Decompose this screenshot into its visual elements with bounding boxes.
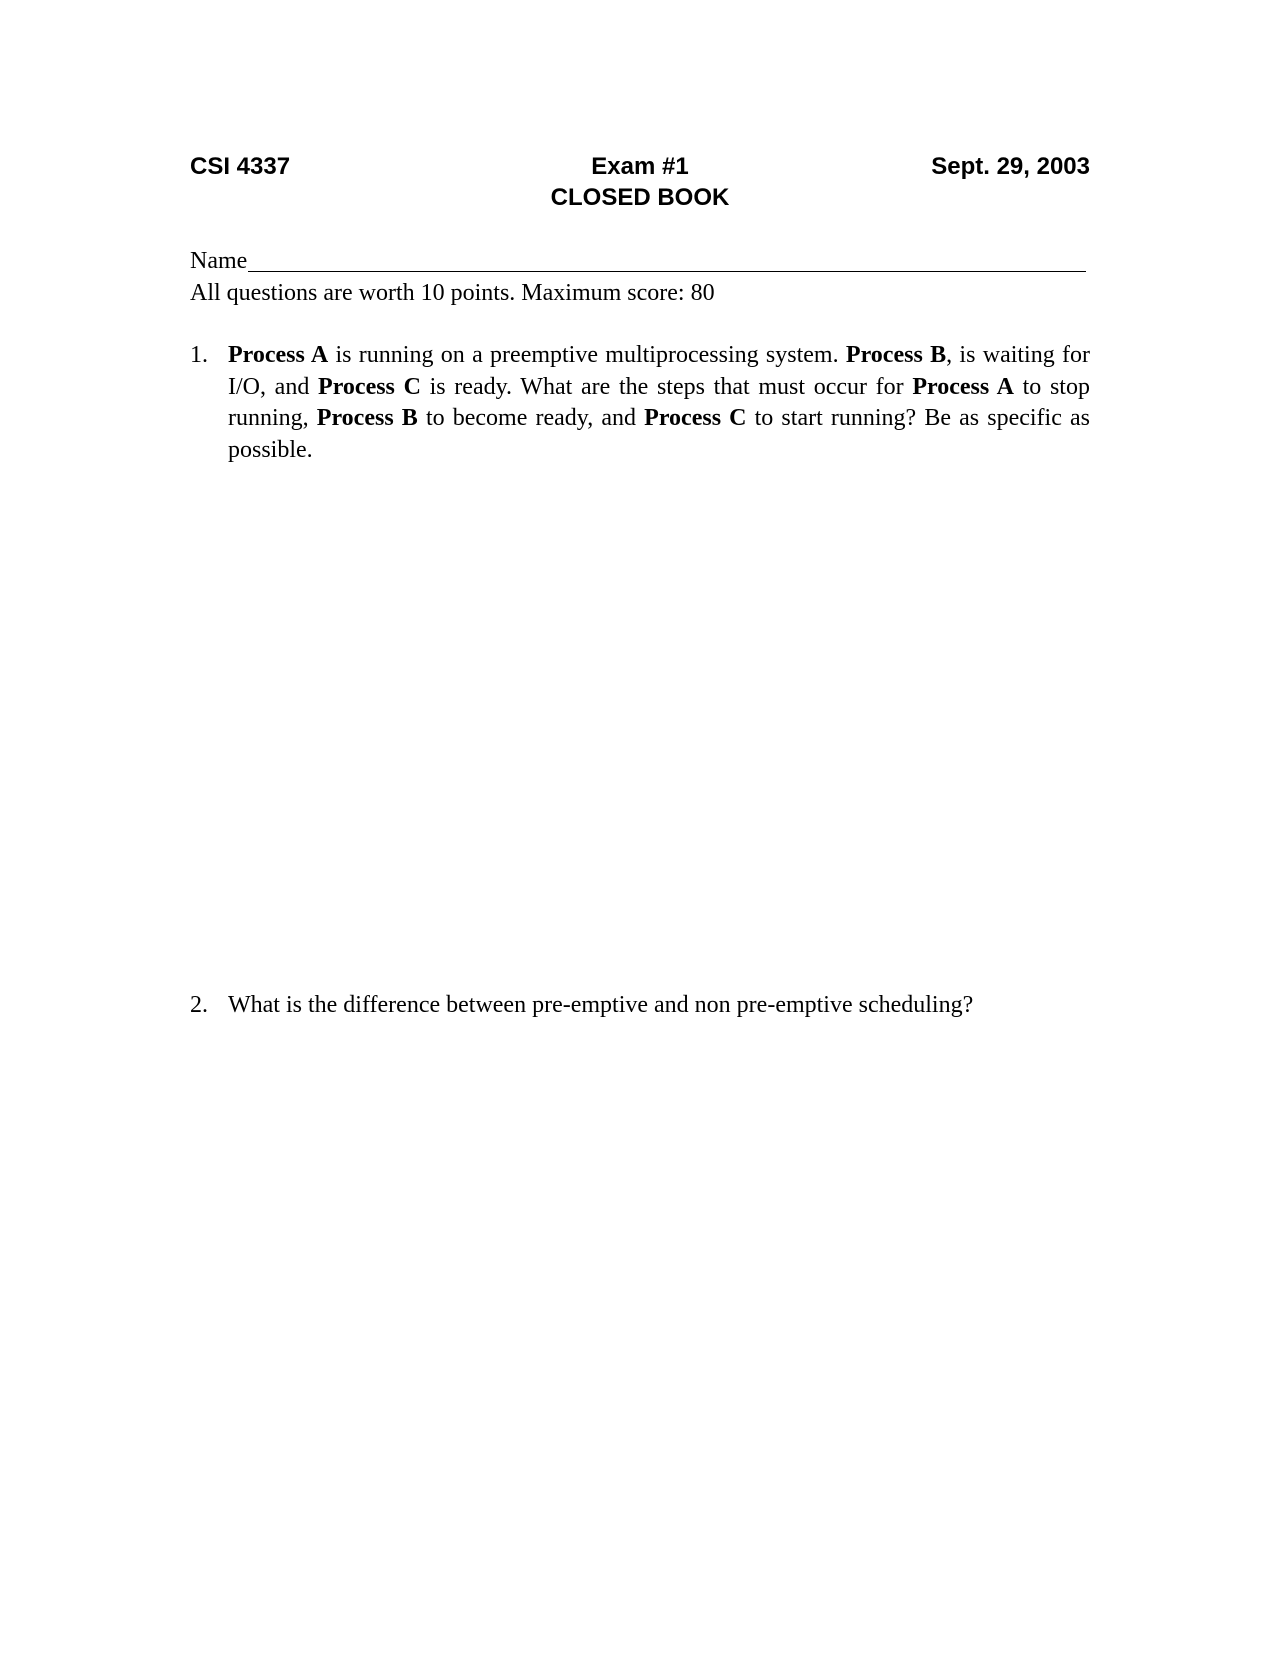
course-code: CSI 4337 xyxy=(190,153,291,180)
question-text-segment: to become ready, and xyxy=(417,405,645,431)
exam-date: Sept. 29, 2003 xyxy=(931,153,1090,180)
process-name: Process C xyxy=(318,373,421,400)
question-text-segment: What is the difference between pre-emptive and non pre-emptive scheduling? xyxy=(228,992,974,1018)
question-text-segment: to stop running, xyxy=(228,373,1090,431)
question-number: 1. xyxy=(190,342,208,368)
question-text xyxy=(228,340,1090,466)
process-name: Process A xyxy=(228,342,329,368)
process-name: Process A xyxy=(912,373,1014,400)
name-blank-line[interactable] xyxy=(248,247,1086,272)
process-name: Process C xyxy=(644,405,747,431)
scoring-instructions: All questions are worth 10 points. Maximum score: 80 xyxy=(190,280,715,306)
question-text-segment: is running on a preemptive multiprocessing system. xyxy=(328,342,846,368)
question-2 xyxy=(190,990,1090,1022)
exam-title: Exam #1 xyxy=(591,153,689,180)
exam-header xyxy=(190,152,1090,182)
question-text-segment: to start running? Be as specific as possible. xyxy=(228,405,1090,463)
process-name: Process B xyxy=(845,342,947,368)
question-number: 2. xyxy=(190,992,208,1018)
question-text-segment: , is waiting for I/O, and xyxy=(228,342,1091,400)
process-name: Process B xyxy=(316,405,418,431)
closed-book-notice: CLOSED BOOK xyxy=(550,184,730,211)
question-1 xyxy=(190,340,1090,466)
question-text xyxy=(228,990,1090,1022)
name-field[interactable] xyxy=(190,246,1090,276)
name-label: Name xyxy=(190,248,248,274)
question-text-segment: is ready. What are the steps that must occur for xyxy=(420,373,913,400)
